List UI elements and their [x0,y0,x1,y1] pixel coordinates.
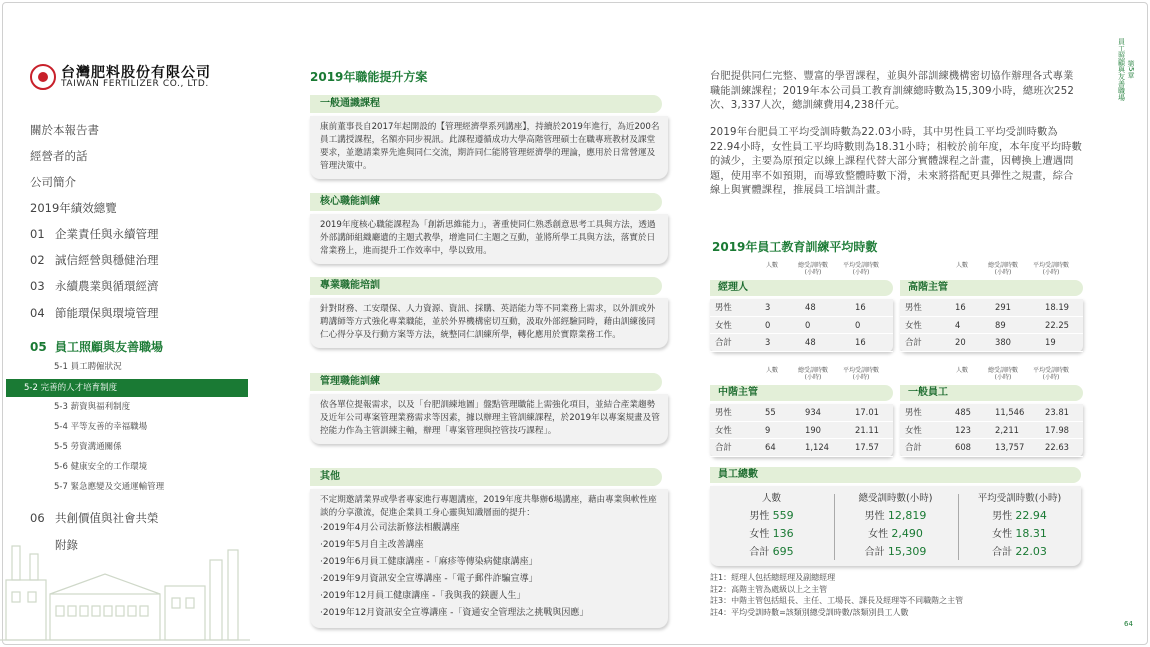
table-column-header [757,367,787,374]
row-average-hours: 16 [855,302,866,312]
table-row [710,422,893,440]
section-other-body [310,489,668,628]
nav-chapter-04[interactable] [30,305,159,321]
row-people: 485 [955,407,971,417]
row-label: 男性 [715,407,732,417]
column-header-label: 人數 [765,262,778,269]
row-average-hours: 0 [855,319,861,330]
column-header-label: 總受訓時數 [797,367,828,374]
total-value [958,525,1081,543]
section-professional-body: 針對財務、工安環保、人力資源、資訊、採購、英語能力等不同業務上需求，以外訓或外聘講師等方式強化專業職能，並於外界機構密切互動，汲取外部經驗同時，藉由訓練後同仁心得分享及行動方案等方法，統整同仁訓練所學，轉化應用於實際業務工作。 [310,298,668,348]
nav-chapter-03[interactable] [30,278,159,294]
row-total-hours: 13,757 [995,442,1025,452]
table-row [900,404,1083,422]
nav-item-label: 經營者的話 [30,149,88,163]
nav-chapter-number: 04 [30,306,45,320]
row-total-hours: 89 [995,319,1006,330]
column-header-label: 總受訓時數 [987,367,1018,374]
total-column-1 [710,486,833,566]
table-2 [710,385,893,457]
footnote-1: 註1：經理人包括總經理及副總經理 [710,573,836,582]
total-value-label: 女性 [868,529,892,540]
row-people: 3 [765,337,771,347]
table-heading: 中階主管 [710,385,893,401]
column-header-unit: (小時) [804,269,822,276]
table-column-header [980,367,1026,381]
column-header-unit: (小時) [1042,374,1060,381]
row-average-hours: 23.81 [1045,407,1069,417]
footnote-4: 註4：平均受訓時數=該類別總受訓時數/該類別員工人數 [710,607,909,617]
table-column-header [757,262,787,269]
section-other [310,468,668,628]
average-hours-paragraph: 2019年台肥員工平均受訓時數為22.03小時，其中男性員工平均受訓時數為22.94小時，女性員工平均時數則為18.31小時；相較於前年度，本年度平均時數的減少，主要為原預定以線上課程代替大部分實體課程之計畫，因轉換上遭遇問題，使用率不如預期，而導致整體時數下滑，未來將搭配更具彈性之規畫，綜合線上與實體課程，推展員工培訓計畫。 [710,127,1082,196]
lecture-item: ‧2019年4月公司法新修法相觀講座 [320,523,460,533]
logo-emblem-icon [30,64,56,90]
sidebar [0,0,250,647]
lecture-item: ‧2019年9月資訊安全宣導講座 -「電子郵件詐騙宣導」 [320,574,538,584]
total-value-number: 22.03 [1015,545,1047,558]
column-header-unit: (小時) [994,269,1012,276]
table-row [710,334,893,352]
row-label: 女性 [905,319,922,330]
nav-sub-item-7[interactable]: 5-7 緊急應變及交通運輸管理 [54,482,165,492]
total-value [710,525,833,543]
table-heading: 經理人 [710,280,893,296]
row-average-hours: 17.57 [855,442,879,452]
table-row [710,299,893,317]
nav-sub-item-1[interactable]: 5-1 員工聘僱狀況 [54,362,122,372]
column-header-unit: (小時) [1042,269,1060,276]
total-value-number: 2,490 [891,527,923,540]
table-rows [900,299,1083,352]
nav-chapter-label: 共創價值與社會共榮 [55,511,159,525]
table-column-header [947,367,977,374]
footnote-3: 註3：中階主管包括組長、主任、工場長、課長及經理等不同職階之主管 [710,596,964,605]
row-average-hours: 16 [855,337,866,347]
nav-sub-item-3[interactable]: 5-3 薪資與福利制度 [54,402,131,412]
table-column-header [838,262,884,276]
total-value-label: 男性 [749,511,773,522]
row-label: 男性 [905,407,922,417]
row-average-hours: 17.98 [1045,424,1069,435]
row-average-hours: 17.01 [855,407,879,417]
total-column-header: 總受訓時數(小時) [858,493,933,504]
nav-chapter-label: 企業責任與永續管理 [55,227,159,241]
row-total-hours: 934 [805,407,821,417]
nav-item-label: 公司簡介 [30,175,76,189]
section-management-heading: 管理職能訓練 [310,373,662,391]
row-total-hours: 11,546 [995,407,1025,417]
nav-item-3[interactable] [30,174,76,190]
total-column-2 [834,486,957,566]
employee-total-heading: 員工總數 [710,467,1081,483]
section-core [310,193,668,264]
section-management-body: 依各單位提報需求，以及「台肥訓練地圖」盤點管理職能上需強化項目，並結合產業趨勢及近年公司專案管理業務需求等因素，據以辦理主管訓練課程，於2019年以專案規畫及管控能力作為主管訓練主軸，辦理「專案管理與控管技巧課程」。 [310,394,668,444]
nav-sub-item-6[interactable]: 5-6 健康安全的工作環境 [54,462,148,472]
total-value [834,507,957,525]
chapter-number: 第5章 [1127,60,1135,79]
table-1 [900,280,1083,352]
table-column-header [980,262,1026,276]
nav-chapter-05[interactable] [30,339,163,355]
table-row [710,439,893,457]
row-people: 0 [765,319,771,330]
row-average-hours: 22.63 [1045,442,1069,452]
total-value-label: 合計 [749,547,773,558]
factory-illustration [0,540,250,647]
column-header-label: 平均受訓時數 [1032,262,1069,269]
footnote-2: 註2：高階主管為處級以上之主管 [710,584,828,594]
table-rows [710,299,893,352]
table-column-header [1028,367,1074,381]
table-rows [710,404,893,457]
nav-chapter-label: 附錄 [55,538,78,552]
section-other-heading: 其他 [310,468,662,486]
employee-total-box [710,467,1081,566]
nav-chapter-02[interactable] [30,252,159,268]
table-heading: 一般員工 [900,385,1083,401]
nav-chapter-number: 06 [30,511,45,525]
nav-item-1[interactable] [30,122,99,138]
training-table-title: 2019年員工教育訓練平均時數 [712,240,878,254]
table-heading: 高階主管 [900,280,1083,296]
total-value-number: 22.94 [1015,509,1047,522]
total-value-number: 695 [772,545,794,558]
section-general-heading: 一般通識課程 [310,95,662,113]
total-value-number: 15,309 [887,545,927,558]
row-total-hours: 48 [805,337,816,347]
nav-chapter-number: 03 [30,279,45,293]
row-label: 女性 [715,424,732,435]
row-label: 男性 [715,302,732,312]
row-total-hours: 190 [805,424,821,435]
nav-chapter-01[interactable] [30,226,159,242]
total-value [710,543,833,561]
logo-english-name: TAIWAN FERTILIZER CO., LTD. [61,79,209,89]
table-column-header [790,367,836,381]
training-summary-paragraph: 台肥提供同仁完整、豐富的學習課程，並與外部訓練機構密切協作辦理各式專業職能訓練課程；2019年本公司員工教育訓練總時數為15,309小時，總班次252次、3,337人次，總訓練費用4,238仟元。 [710,71,1075,111]
section-general-body: 康前董事長自2017年起開設的【管理經濟學系列講座】，持續於2019年進行，為近200名員工講授課程，名額亦同步視訊。此課程遵循成功大學高階管理碩士在職專班教材及課堂要求，並邀請業界先進與同仁交流，期許同仁能將管理經濟學的理論，應用於日常營運及管理決策中。 [310,116,668,179]
column-header-label: 人數 [955,262,968,269]
column-header-unit: (小時) [852,374,870,381]
table-row [710,404,893,422]
table-column-header [838,367,884,381]
row-label: 合計 [715,442,732,452]
total-value-number: 136 [772,527,794,540]
section-professional [310,277,668,348]
nav-item-label: 2019年績效總覽 [30,201,117,215]
total-value-number: 12,819 [887,509,927,522]
total-value [710,507,833,525]
row-total-hours: 380 [995,337,1011,347]
table-row [900,299,1083,317]
row-total-hours: 48 [805,302,816,312]
company-logo[interactable] [30,62,220,94]
column-header-label: 平均受訓時數 [842,262,879,269]
row-average-hours: 19 [1045,337,1056,347]
column-header-unit: (小時) [804,374,822,381]
nav-item-label: 關於本報告書 [30,123,99,137]
table-column-header [790,262,836,276]
column-header-label: 人數 [765,367,778,374]
table-row [900,439,1083,457]
row-label: 女性 [715,319,732,330]
row-people: 4 [955,319,961,330]
row-total-hours: 2,211 [995,424,1019,435]
table-rows [900,404,1083,457]
chapter-side-tab[interactable] [1117,38,1135,101]
nav-chapter-label: 永續農業與循環經濟 [55,279,159,293]
row-people: 20 [955,337,966,347]
lecture-item: ‧2019年5月自主改善講座 [320,540,424,550]
total-value-label: 女性 [749,529,773,540]
row-people: 64 [765,442,776,452]
logo-chinese-name: 台灣肥料股份有限公司 [61,65,211,81]
nav-chapter-06[interactable] [30,510,159,526]
nav-chapter-number: 01 [30,227,45,241]
total-value-label: 合計 [992,547,1016,558]
table-row [710,317,893,335]
row-label: 合計 [715,337,732,347]
lecture-list [320,520,660,622]
row-people: 3 [765,302,771,312]
lecture-item: ‧2019年6月員工健康講座 -「麻疹等傳染病健康講座」 [320,557,538,567]
table-column-header [947,262,977,269]
total-value [958,507,1081,525]
row-total-hours: 291 [995,302,1011,312]
nav-sub-item-2[interactable]: 5-2 完善的人才培育制度 [6,379,248,397]
row-total-hours: 0 [805,319,811,330]
section-management [310,373,668,444]
nav-chapter-label: 誠信經營與穩健治理 [55,253,159,267]
section-core-heading: 核心職能訓練 [310,193,662,211]
row-label: 女性 [905,424,922,435]
lecture-item: ‧2019年12月員工健康講座 -「我與我的鎂麗人生」 [320,591,526,601]
row-people: 608 [955,442,971,452]
nav-item-4[interactable] [30,200,117,216]
total-value-number: 559 [772,509,794,522]
section-other-intro: 不定期邀請業界或學者專家進行專題講座，2019年度共舉辦6場講座，藉由專業與軟性座談的分享激流，促進企業員工身心靈與知識層面的提升： [320,495,657,518]
row-people: 16 [955,302,966,312]
column-header-label: 平均受訓時數 [1032,367,1069,374]
total-column-header: 人數 [761,493,781,504]
nav-sub-item-5[interactable]: 5-5 勞資溝通關係 [54,442,122,452]
total-column-header: 平均受訓時數(小時) [977,493,1062,504]
employee-total-body [710,486,1081,566]
page-number: 64 [1124,620,1133,628]
row-total-hours: 1,124 [805,442,829,452]
lecture-item: ‧2019年12月資訊安全宣導講座 -「資通安全管理法之挑戰與因應」 [320,608,589,618]
row-average-hours: 22.25 [1045,319,1069,330]
total-value-number: 18.31 [1015,527,1047,540]
row-people: 9 [765,424,771,435]
total-value [958,543,1081,561]
nav-chapter-number: 02 [30,253,45,267]
column-header-unit: (小時) [994,374,1012,381]
table-column-header [1028,262,1074,276]
section-general [310,95,668,179]
column-header-unit: (小時) [852,269,870,276]
row-average-hours: 18.19 [1045,302,1069,312]
section-professional-heading: 專業職能培訓 [310,277,662,295]
section-core-body: 2019年度核心職能課程為「創新思維能力」，著重使同仁熟悉創意思考工具與方法，透過外部講師組織廳遺的主題式教學，增進同仁主題之互動，並將所學工具與方法，落實於日常業務上，進而提升工作效率中，學以致用。 [310,214,668,264]
total-value-label: 男性 [992,511,1016,522]
column-header-label: 平均受訓時數 [842,367,879,374]
program-title: 2019年職能提升方案 [310,70,428,84]
total-value-label: 女性 [992,529,1016,540]
table-row [900,317,1083,335]
chapter-tab-title: 員工照顧與友善職場 [1117,38,1126,101]
total-column-3 [958,486,1081,566]
nav-chapter-label: 節能環保與環境管理 [55,306,159,320]
nav-sub-item-4[interactable]: 5-4 平等友善的幸福職場 [54,422,148,432]
table-row [900,334,1083,352]
total-value [834,543,957,561]
nav-item-2[interactable] [30,148,88,164]
row-label: 合計 [905,337,922,347]
total-value-label: 合計 [864,547,888,558]
row-label: 合計 [905,442,922,452]
nav-chapter-label: 員工照顧與友善職場 [55,340,164,354]
nav-chapter-number: 05 [30,340,47,354]
total-value [834,525,957,543]
row-people: 123 [955,424,971,435]
row-label: 男性 [905,302,922,312]
table-3 [900,385,1083,457]
table-row [900,422,1083,440]
row-average-hours: 21.11 [855,424,879,435]
column-header-label: 總受訓時數 [987,262,1018,269]
row-people: 55 [765,407,776,417]
column-header-label: 人數 [955,367,968,374]
total-value-label: 男性 [864,511,888,522]
column-header-label: 總受訓時數 [797,262,828,269]
table-0 [710,280,893,352]
